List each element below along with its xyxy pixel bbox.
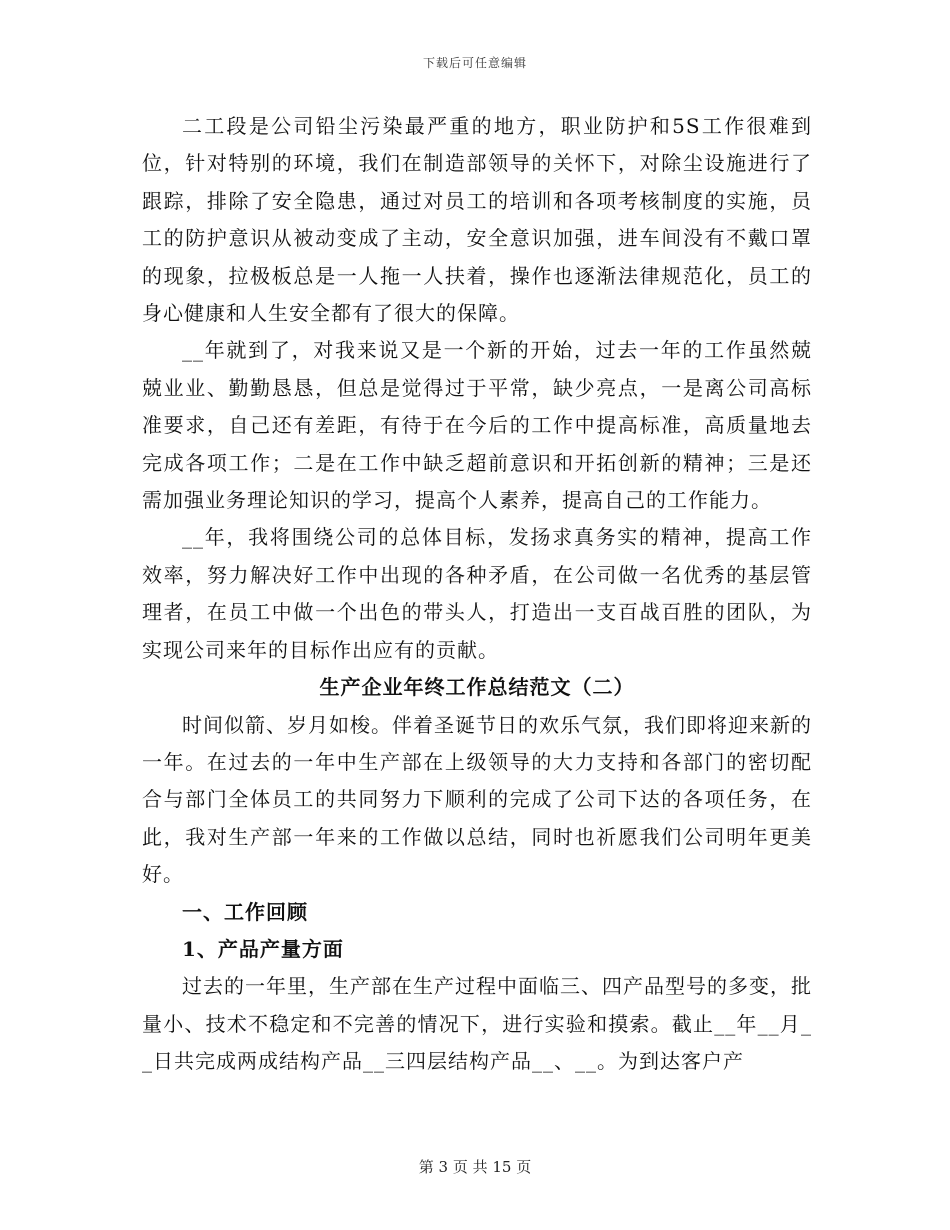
heading-product-output: 1、产品产量方面 (182, 936, 344, 961)
page-number: 第 3 页 共 15 页 (418, 1158, 532, 1176)
paragraph-new-year-reflection: __年就到了，对我来说又是一个新的开始，过去一年的工作虽然兢兢业业、勤勤恳恳，但总是觉得过于平常，缺少亮点，一是离公司高标准要求，自己还有差距，有待于在今后的工作中提高标准，高质量地去完成各项工作；二是在工作中缺乏超前意识和开拓创新的精神；三是还需加强业务理论知识的学习，提高个人素养，提高自己的工作能力。 (142, 338, 812, 513)
header-note: 下载后可任意编辑 (422, 56, 527, 70)
paragraph-dust-pollution: 二工段是公司铅尘污染最严重的地方，职业防护和5S工作很难到位，针对特别的环境，我们在制造部领导的关怀下，对除尘设施进行了跟踪，排除了安全隐患，通过对员工的培训和各项考核制度的实施，员工的防护意识从被动变成了主动，安全意识加强，进车间没有不戴口罩的现象，拉极板总是一人拖一人扶着，操作也逐渐法律规范化，员工的身心健康和人生安全都有了很大的保障。 (142, 114, 812, 326)
document-body (142, 108, 812, 1081)
section-title-2: 生产企业年终工作总结范文（二） (319, 675, 635, 700)
paragraph-intro-2: 时间似箭、岁月如梭。伴着圣诞节日的欢乐气氛，我们即将迎来新的一年。在过去的一年中生产部在上级领导的大力支持和各部门的密切配合与部门全体员工的共同努力下顺利的完成了公司下达的各项任务，在此，我对生产部一年来的工作做以总结，同时也祈愿我们公司明年更美好。 (142, 712, 812, 887)
paragraph-next-year-goals: __年，我将围绕公司的总体目标，发扬求真务实的精神，提高工作效率，努力解决好工作中出现的各种矛盾，在公司做一名优秀的基层管理者，在员工中做一个出色的带头人，打造出一支百战百胜的团队，为实现公司来年的目标作出应有的贡献。 (142, 525, 812, 662)
paragraph-product-output: 过去的一年里，生产部在生产过程中面临三、四产品型号的多变，批量小、技术不稳定和不完善的情况下，进行实验和摸索。截止__年__月__日共完成两成结构产品__三四层结构产品__、__。为到达客户产 (142, 974, 812, 1074)
heading-work-review: 一、工作回顾 (182, 899, 308, 924)
